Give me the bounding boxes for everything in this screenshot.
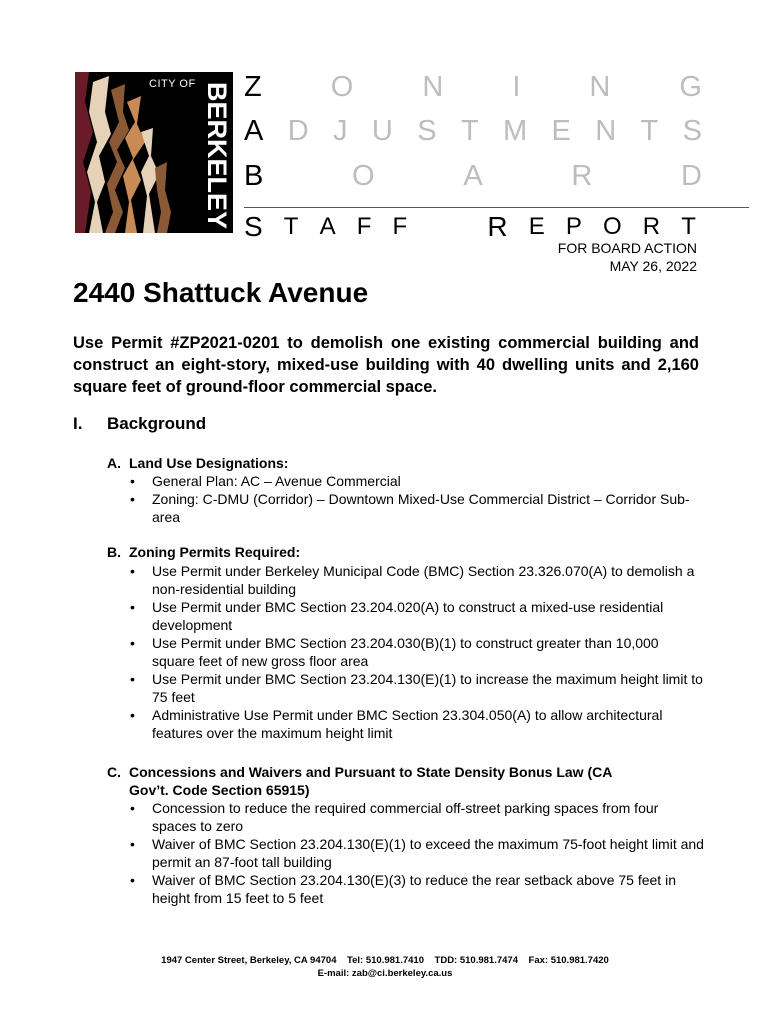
staff-report-letter: A bbox=[319, 213, 336, 240]
subsection-b-heading bbox=[107, 543, 687, 561]
list-item: • Administrative Use Permit under BMC Section 23.304.050(A) to allow architectural features over the maximum height limit bbox=[130, 706, 705, 742]
staff-report-letter: R bbox=[642, 213, 661, 240]
zoning-letter: G bbox=[679, 71, 702, 103]
section-title: Background bbox=[107, 414, 207, 433]
list-item: • Use Permit under BMC Section 23.204.130(E)(1) to increase the maximum height limit to 75 feet bbox=[130, 670, 705, 706]
section-heading bbox=[73, 414, 206, 434]
adjustments-letter: N bbox=[595, 115, 617, 147]
subsection-letter: A. bbox=[107, 455, 121, 471]
staff-report-letter: F bbox=[356, 213, 372, 240]
subsection-c-heading bbox=[107, 763, 687, 799]
subsection-letter: B. bbox=[107, 544, 121, 560]
page-title: 2440 Shattuck Avenue bbox=[73, 277, 369, 308]
board-letter: B bbox=[244, 160, 264, 192]
zoning-letter: N bbox=[589, 71, 611, 103]
adjustments-letter: J bbox=[333, 115, 348, 147]
zoning-letter: N bbox=[422, 71, 444, 103]
adjustments-letter: T bbox=[460, 115, 479, 147]
header-divider bbox=[244, 207, 749, 208]
staff-report-letter: F bbox=[392, 213, 408, 240]
logo-city-of-text: CITY OF bbox=[149, 78, 196, 90]
concessions-list bbox=[130, 799, 705, 907]
zoning-letter: Z bbox=[244, 71, 262, 103]
list-item: • Use Permit under Berkeley Municipal Code (BMC) Section 23.326.070(A) to demolish a non-residential building bbox=[130, 562, 705, 598]
adjustments-letter: D bbox=[287, 115, 309, 147]
city-of-berkeley-logo bbox=[75, 72, 233, 233]
staff-report-letter: O bbox=[602, 213, 622, 240]
staff-report-letter: P bbox=[565, 213, 582, 240]
board-action-block bbox=[558, 239, 697, 275]
adjustments-letter: T bbox=[640, 115, 659, 147]
subsection-a-heading bbox=[107, 454, 687, 472]
staff-report-letter: R bbox=[487, 211, 508, 242]
board-letter: D bbox=[681, 160, 702, 192]
land-use-list bbox=[130, 472, 705, 526]
list-item: • Use Permit under BMC Section 23.204.020(A) to construct a mixed-use residential development bbox=[130, 598, 705, 634]
adjustments-letter: A bbox=[244, 115, 264, 147]
adjustments-letters bbox=[244, 116, 702, 146]
staff-report-letter: S bbox=[244, 211, 263, 242]
list-item: • Waiver of BMC Section 23.204.130(E)(3) to reduce the rear setback above 75 feet in height from 15 feet to 5 feet bbox=[130, 871, 705, 907]
subsection-title: Land Use Designations: bbox=[129, 455, 289, 471]
staff-report-gap bbox=[428, 214, 466, 240]
board-letter: O bbox=[352, 160, 375, 192]
board-action-label: FOR BOARD ACTION bbox=[557, 240, 697, 256]
list-item: • General Plan: AC – Avenue Commercial bbox=[130, 472, 705, 490]
footer-address: 1947 Center Street, Berkeley, CA 94704 Tel: 510.981.7410 TDD: 510.981.7474 Fax: 510.981.7420 bbox=[161, 955, 609, 966]
staff-report-heading bbox=[244, 211, 696, 242]
subsection-title: Concessions and Waivers and Pursuant to State Density Bonus Law (CA bbox=[129, 764, 613, 780]
adjustments-letter: S bbox=[417, 115, 437, 147]
section-number: I. bbox=[73, 414, 83, 433]
page-footer bbox=[0, 954, 770, 980]
subsection-letter: C. bbox=[107, 764, 121, 780]
staff-report-letter: E bbox=[528, 213, 545, 240]
list-item: • Waiver of BMC Section 23.204.130(E)(1) to exceed the maximum 75-foot height limit and permit an 87-foot tall building bbox=[130, 835, 705, 871]
adjustments-letter: E bbox=[551, 115, 571, 147]
board-letter: A bbox=[463, 160, 483, 192]
adjustments-letter: U bbox=[371, 115, 393, 147]
zoning-letters bbox=[244, 72, 702, 102]
list-item: • Concession to reduce the required commercial off-street parking spaces from four spaces to zero bbox=[130, 799, 705, 835]
footer-email: E-mail: zab@ci.berkeley.ca.us bbox=[317, 968, 453, 979]
adjustments-letter: M bbox=[502, 115, 528, 147]
meeting-date: MAY 26, 2022 bbox=[609, 258, 697, 274]
board-letter: R bbox=[571, 160, 593, 192]
zoning-letter: O bbox=[330, 71, 354, 103]
staff-report-letter: T bbox=[283, 213, 299, 240]
zoning-letter: I bbox=[512, 71, 521, 103]
subsection-title-continued: Gov’t. Code Section 65915) bbox=[129, 782, 310, 798]
subsection-title: Zoning Permits Required: bbox=[129, 544, 301, 560]
board-letters bbox=[244, 161, 702, 191]
logo-berkeley-text: BERKELEY bbox=[202, 82, 232, 230]
staff-report-letter: T bbox=[681, 213, 696, 240]
adjustments-letter: S bbox=[682, 115, 702, 147]
permits-list bbox=[130, 562, 705, 742]
list-item: • Zoning: C-DMU (Corridor) – Downtown Mixed-Use Commercial District – Corridor Sub-area bbox=[130, 490, 705, 526]
list-item: • Use Permit under BMC Section 23.204.030(B)(1) to construct greater than 10,000 square feet of new gross floor area bbox=[130, 634, 705, 670]
project-summary: Use Permit #ZP2021-0201 to demolish one existing commercial building and construct an eight-story, mixed-use building with 40 dwelling units and 2,160 square feet of ground-floor commercial space. bbox=[73, 334, 699, 396]
